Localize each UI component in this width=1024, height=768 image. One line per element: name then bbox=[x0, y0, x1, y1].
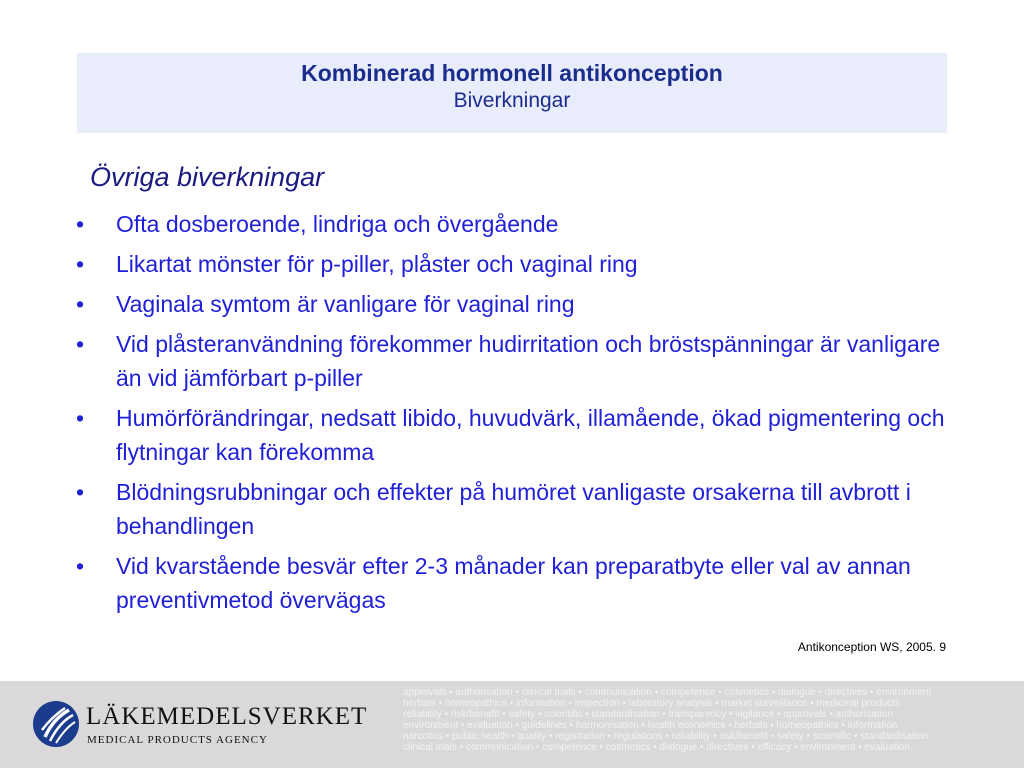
bullet-item bbox=[76, 207, 956, 241]
keyword-line: herbals • homeopathics • information • inspection • laboratory analysis • market surveillance • medicinal products bbox=[403, 698, 900, 709]
bullet-list bbox=[76, 207, 956, 623]
bullet-item bbox=[76, 549, 956, 617]
bullet-text: Vid plåsteranvändning förekommer hudirritation och bröstspänningar är vanligare än vid jämförbart p-piller bbox=[116, 331, 941, 391]
bullet-marker: • bbox=[76, 553, 85, 579]
agency-tagline: MEDICAL PRODUCTS AGENCY bbox=[87, 734, 268, 746]
bullet-item bbox=[76, 327, 956, 395]
bullet-marker: • bbox=[76, 211, 85, 237]
bullet-item bbox=[76, 247, 956, 281]
slide-subtitle: Biverkningar bbox=[453, 89, 571, 112]
keyword-line: clinical trials • communication • competence • cosmetics • dialogue • directives • efficacy • environment • evaluation bbox=[403, 742, 910, 753]
bullet-item bbox=[76, 287, 956, 321]
footer-bar bbox=[0, 681, 1024, 768]
keyword-line: narcotics • public health • quality • registration • regulations • reliability • risk/benefit • safety • scientific • standardisation bbox=[403, 731, 929, 742]
keyword-watermark bbox=[403, 687, 1024, 753]
bullet-marker: • bbox=[76, 405, 85, 431]
bullet-marker: • bbox=[76, 331, 85, 357]
bullet-text: Humörförändringar, nedsatt libido, huvudvärk, illamående, ökad pigmentering och flytningar kan förekomma bbox=[116, 405, 945, 465]
bullet-item bbox=[76, 401, 956, 469]
section-heading: Övriga biverkningar bbox=[90, 162, 325, 192]
bullet-marker: • bbox=[76, 479, 85, 505]
bullet-marker: • bbox=[76, 251, 85, 277]
keyword-line: environment • evaluation • guidelines • harmonisation • health economics • herbals • homeopathics • information bbox=[403, 720, 898, 731]
bullet-text: Likartat mönster för p-piller, plåster och vaginal ring bbox=[116, 251, 638, 277]
lakemedelsverket-logo-icon bbox=[32, 700, 80, 748]
bullet-item bbox=[76, 475, 956, 543]
bullet-text: Vid kvarstående besvär efter 2-3 månader kan preparatbyte eller val av annan preventivmetod övervägas bbox=[116, 553, 911, 613]
bullet-text: Ofta dosberoende, lindriga och övergående bbox=[116, 211, 559, 237]
agency-name: LÄKEMEDELSVERKET bbox=[86, 703, 368, 730]
citation: Antikonception WS, 2005. 9 bbox=[797, 640, 946, 654]
bullet-text: Blödningsrubbningar och effekter på humöret vanligaste orsakerna till avbrott i behandlingen bbox=[116, 479, 911, 539]
title-banner bbox=[77, 53, 947, 133]
bullet-text: Vaginala symtom är vanligare för vaginal ring bbox=[116, 291, 575, 317]
keyword-line: approvals • authorisation • clinical trials • communication • competence • cosmetics • dialogue • directives • environment bbox=[403, 687, 932, 698]
bullet-marker: • bbox=[76, 291, 85, 317]
keyword-line: reliability • risk/benefit • safety • scientific • standardisation • transparency • vigilance • approvals • authorisation bbox=[403, 709, 893, 720]
slide-title: Kombinerad hormonell antikonception bbox=[301, 60, 723, 86]
